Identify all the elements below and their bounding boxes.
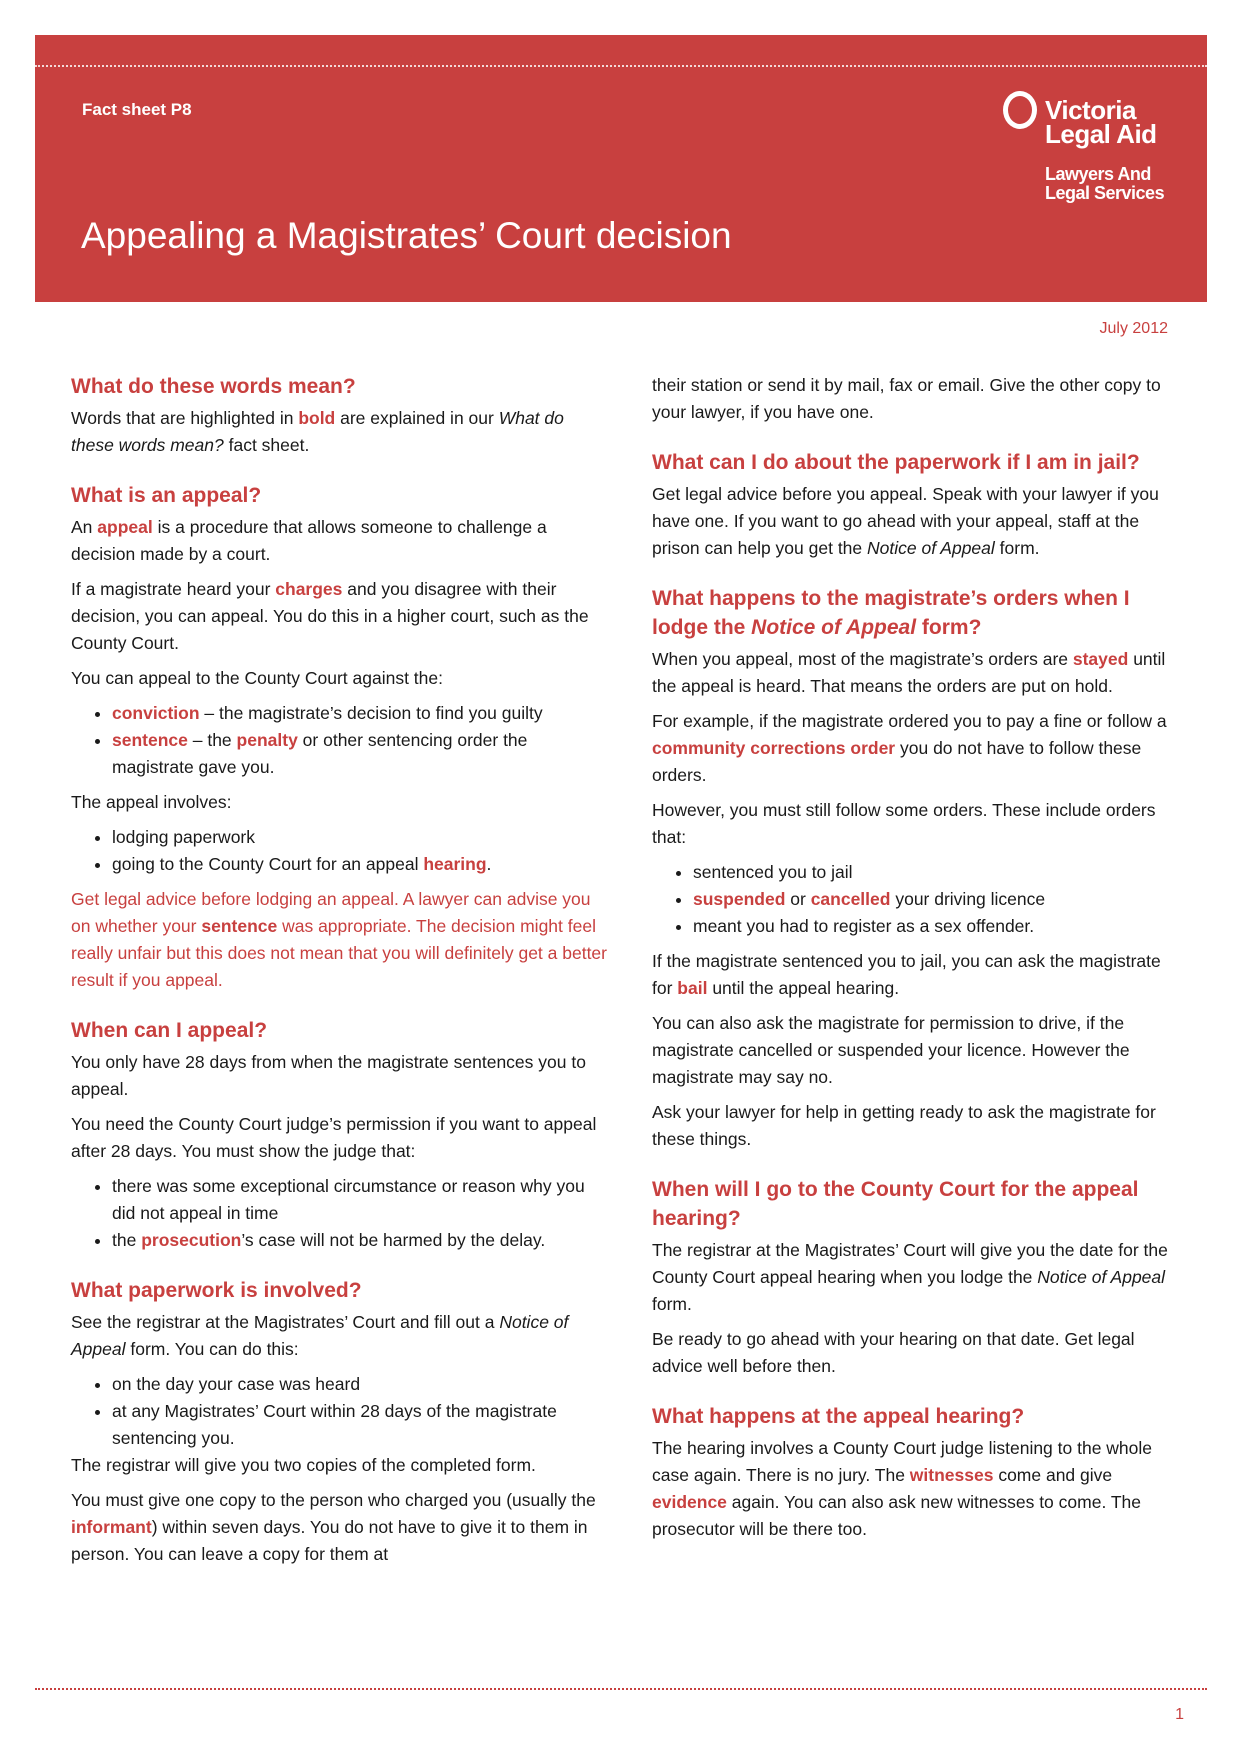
paragraph: The hearing involves a County Court judge listening to the whole case again. There is no jury. The witnesses come and give evidence again. You can also ask new witnesses to come. The prosecutor will be there too. bbox=[652, 1438, 1153, 1539]
advice-note: Get legal advice before lodging an appeal. A lawyer can advise you on whether your sentence was appropriate. The decision might feel really unfair but this does not mean that you will definitely get a better result if you appeal. bbox=[71, 889, 607, 990]
paragraph: If the magistrate sentenced you to jail, you can ask the magistrate for bail until the appeal hearing. bbox=[652, 951, 1161, 998]
header-banner bbox=[35, 35, 1207, 302]
list-item: • at any Magistrates’ Court within 28 days of the magistrate sentencing you. bbox=[112, 1398, 611, 1452]
section-paperwork-jail bbox=[652, 448, 1182, 562]
bullet-list bbox=[71, 1173, 611, 1254]
paragraph: Words that are highlighted in bold are explained in our What do these words mean? fact sheet. bbox=[71, 408, 564, 455]
paragraph: However, you must still follow some orders. These include orders that: bbox=[652, 800, 1156, 847]
banner-dotted-rule bbox=[35, 65, 1207, 67]
fact-sheet-label: Fact sheet P8 bbox=[82, 100, 192, 119]
section-heading: What happens at the appeal hearing? bbox=[652, 1405, 1025, 1428]
list-item: • suspended or cancelled your driving licence bbox=[693, 886, 1182, 913]
bullet-list bbox=[71, 700, 611, 781]
section-orders bbox=[652, 584, 1182, 1153]
section-heading: What is an appeal? bbox=[71, 484, 262, 507]
paragraph: Get legal advice before you appeal. Speak with your lawyer if you have one. If you want to go ahead with your appeal, staff at the prison can help you get the Notice of Appeal form. bbox=[652, 484, 1159, 558]
paragraph: You must give one copy to the person who charged you (usually the informant) within seven days. You do not have to give it to them in person. You can leave a copy for them at bbox=[71, 1490, 596, 1564]
section-appeal-hearing bbox=[652, 1402, 1182, 1543]
section-when-can-i-appeal bbox=[71, 1016, 611, 1254]
bullet-list bbox=[71, 1371, 611, 1452]
logo-tagline-line1: Lawyers And bbox=[1045, 164, 1151, 184]
paragraph: Ask your lawyer for help in getting ready to ask the magistrate for these things. bbox=[652, 1102, 1156, 1149]
paragraph: Be ready to go ahead with your hearing on that date. Get legal advice well before then. bbox=[652, 1329, 1135, 1376]
left-column bbox=[71, 372, 611, 1576]
paragraph: See the registrar at the Magistrates’ Court and fill out a Notice of Appeal form. You can do this: bbox=[71, 1312, 569, 1359]
logo-text-line1: Victoria bbox=[1045, 95, 1136, 125]
paragraph-continued: their station or send it by mail, fax or email. Give the other copy to your lawyer, if you have one. bbox=[652, 375, 1161, 422]
page-title: Appealing a Magistrates’ Court decision bbox=[81, 215, 732, 256]
section-county-court-date bbox=[652, 1175, 1182, 1380]
paragraph: You need the County Court judge’s permission if you want to appeal after 28 days. You must show the judge that: bbox=[71, 1114, 597, 1161]
publication-date: July 2012 bbox=[1099, 320, 1168, 337]
page-number: 1 bbox=[1175, 1706, 1184, 1723]
bullet-list bbox=[652, 859, 1182, 940]
paragraph: The appeal involves: bbox=[71, 792, 232, 812]
paragraph: You can also ask the magistrate for permission to drive, if the magistrate cancelled or suspended your licence. However the magistrate may say no. bbox=[652, 1013, 1130, 1087]
list-item: • conviction – the magistrate’s decision to find you guilty bbox=[112, 700, 611, 727]
list-item: • sentenced you to jail bbox=[693, 859, 1182, 886]
list-item: • meant you had to register as a sex offender. bbox=[693, 913, 1182, 940]
list-item: • sentence – the penalty or other sentencing order the magistrate gave you. bbox=[112, 727, 611, 781]
list-item: • the prosecution’s case will not be harmed by the delay. bbox=[112, 1227, 611, 1254]
glossary-term: appeal bbox=[97, 517, 153, 537]
logo-ring-icon bbox=[1003, 91, 1037, 129]
section-heading: What paperwork is involved? bbox=[71, 1279, 362, 1302]
right-column bbox=[652, 372, 1182, 1551]
logo-tagline-line2: Legal Services bbox=[1045, 183, 1165, 203]
victoria-legal-aid-logo bbox=[1003, 91, 1193, 211]
footer-dotted-rule bbox=[35, 1688, 1207, 1690]
paragraph: An appeal is a procedure that allows someone to challenge a decision made by a court. bbox=[71, 517, 547, 564]
section-heading: When will I go to the County Court for the appeal hearing? bbox=[652, 1178, 1139, 1230]
list-item: • there was some exceptional circumstance or reason why you did not appeal in time bbox=[112, 1173, 611, 1227]
section-heading: What happens to the magistrate’s orders when I lodge the Notice of Appeal form? bbox=[652, 587, 1130, 639]
section-what-words-mean bbox=[71, 372, 611, 459]
section-heading: What can I do about the paperwork if I am in jail? bbox=[652, 451, 1140, 474]
paragraph: If a magistrate heard your charges and you disagree with their decision, you can appeal. You do this in a higher court, such as the County Court. bbox=[71, 579, 589, 653]
list-item: • lodging paperwork bbox=[112, 824, 611, 851]
glossary-term: charges bbox=[275, 579, 343, 599]
list-item: • on the day your case was heard bbox=[112, 1371, 611, 1398]
paragraph: You can appeal to the County Court against the: bbox=[71, 668, 443, 688]
logo-text-line2: Legal Aid bbox=[1045, 119, 1157, 149]
bullet-list bbox=[71, 824, 611, 878]
glossary-term: bold bbox=[298, 408, 336, 428]
list-item: • going to the County Court for an appeal hearing. bbox=[112, 851, 611, 878]
paragraph: When you appeal, most of the magistrate’s orders are stayed until the appeal is heard. That means the orders are put on hold. bbox=[652, 649, 1166, 696]
paragraph: The registrar at the Magistrates’ Court will give you the date for the County Court appeal hearing when you lodge the Notice of Appeal form. bbox=[652, 1240, 1168, 1314]
paragraph: The registrar will give you two copies of the completed form. bbox=[71, 1455, 536, 1475]
section-heading: When can I appeal? bbox=[71, 1019, 268, 1042]
paragraph: You only have 28 days from when the magistrate sentences you to appeal. bbox=[71, 1052, 586, 1099]
paragraph: For example, if the magistrate ordered you to pay a fine or follow a community corrections order you do not have to follow these orders. bbox=[652, 711, 1167, 785]
section-what-is-appeal bbox=[71, 481, 611, 994]
section-heading: What do these words mean? bbox=[71, 375, 356, 398]
section-paperwork bbox=[71, 1276, 611, 1568]
